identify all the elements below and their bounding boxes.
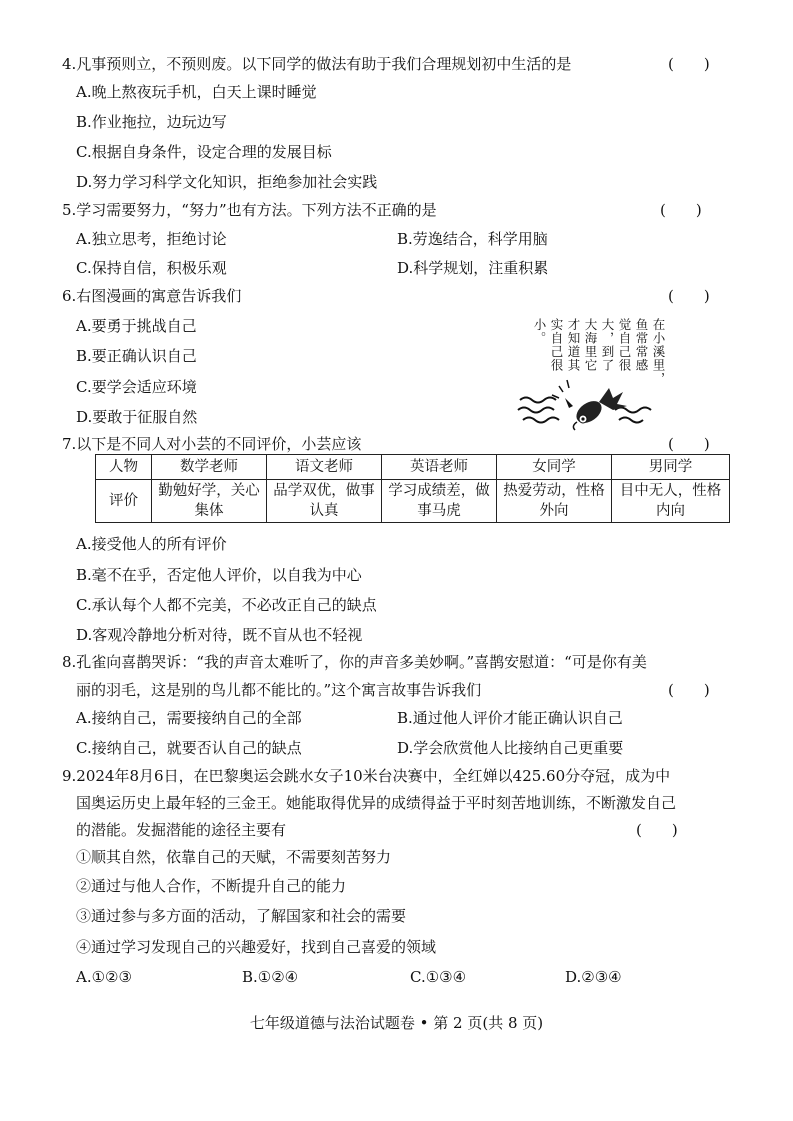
q9-option-c: C.①③④ xyxy=(410,968,467,986)
table-row-label: 评价 xyxy=(96,480,152,523)
q9-answer-blank: ( ) xyxy=(636,821,678,839)
table-cell: 学习成绩差，做事马虎 xyxy=(382,480,497,523)
q6-answer-blank: ( ) xyxy=(668,287,710,305)
cartoon-text-col-7: 实自己很 xyxy=(549,318,564,372)
table-cell: 目中无人，性格内向 xyxy=(612,480,730,523)
q7-stem: 7.以下是不同人对小芸的不同评价，小芸应该 xyxy=(62,435,362,453)
q9-stem-line-3: 的潜能。发掘潜能的途径主要有 xyxy=(76,821,287,839)
q4-option-c: C.根据自身条件，设定合理的发展目标 xyxy=(76,143,332,161)
evaluation-table xyxy=(95,454,730,523)
cartoon-text-col-4: 大，到了 xyxy=(600,318,615,372)
q9-option-d: D.②③④ xyxy=(565,968,622,986)
q9-stem-line-1: 9.2024年8月6日，在巴黎奥运会跳水女子10米台决赛中，全红婵以425.60分夺冠，成为中 xyxy=(62,767,671,785)
table-header-cell: 女同学 xyxy=(497,455,612,480)
q8-option-d: D.学会欣赏他人比接纳自己更重要 xyxy=(397,739,624,757)
page-footer: 七年级道德与法治试题卷 • 第 2 页(共 8 页) xyxy=(249,1014,544,1032)
cartoon-text-col-8: 小。 xyxy=(532,318,547,345)
table-cell: 品学双优，做事认真 xyxy=(267,480,382,523)
q5-answer-blank: ( ) xyxy=(660,201,702,219)
q6-stem: 6.右图漫画的寓意告诉我们 xyxy=(62,287,242,305)
q7-answer-blank: ( ) xyxy=(668,435,710,453)
fish-waves-drawing xyxy=(515,318,665,443)
q8-option-c: C.接纳自己，就要否认自己的缺点 xyxy=(76,739,302,757)
q4-option-a: A.晚上熬夜玩手机，白天上课时睡觉 xyxy=(76,83,317,101)
q6-option-b: B.要正确认识自己 xyxy=(76,347,197,365)
q7-option-d: D.客观冷静地分析对待，既不盲从也不轻视 xyxy=(76,626,363,644)
q5-option-a: A.独立思考，拒绝讨论 xyxy=(76,230,227,248)
q8-answer-blank: ( ) xyxy=(668,681,710,699)
q7-option-a: A.接受他人的所有评价 xyxy=(76,535,227,553)
q9-statement-1: ①顺其自然，依靠自己的天赋，不需要刻苦努力 xyxy=(76,848,392,866)
q6-option-a: A.要勇于挑战自己 xyxy=(76,317,197,335)
table-header-cell: 数学老师 xyxy=(152,455,267,480)
q4-option-d: D.努力学习科学文化知识，拒绝参加社会实践 xyxy=(76,173,378,191)
q9-statement-2: ②通过与他人合作，不断提升自己的能力 xyxy=(76,877,347,895)
table-header-cell: 语文老师 xyxy=(267,455,382,480)
q6-option-d: D.要敢于征服自然 xyxy=(76,408,198,426)
q9-stem-line-2: 国奥运历史上最年轻的三金王。她能取得优异的成绩得益于平时刻苦地训练，不断激发自己 xyxy=(76,794,677,812)
cartoon-text-col-5: 大海里它 xyxy=(583,318,598,372)
q9-option-a: A.①②③ xyxy=(76,968,132,986)
q6-option-c: C.要学会适应环境 xyxy=(76,378,197,396)
cartoon-text-col-3: 觉自己很 xyxy=(617,318,632,372)
q7-option-c: C.承认每个人都不完美，不必改正自己的缺点 xyxy=(76,596,377,614)
q9-option-b: B.①②④ xyxy=(242,968,299,986)
q9-statement-3: ③通过参与多方面的活动，了解国家和社会的需要 xyxy=(76,907,407,925)
q4-option-b: B.作业拖拉，边玩边写 xyxy=(76,113,227,131)
q4-answer-blank: ( ) xyxy=(668,55,710,73)
q5-stem: 5.学习需要努力，“努力”也有方法。下列方法不正确的是 xyxy=(62,201,437,219)
q8-option-b: B.通过他人评价才能正确认识自己 xyxy=(397,709,623,727)
cartoon-text-col-6: 才知道其 xyxy=(566,318,581,372)
table-cell: 勤勉好学，关心集体 xyxy=(152,480,267,523)
q8-option-a: A.接纳自己，需要接纳自己的全部 xyxy=(76,709,302,727)
cartoon-text-col-1: 在小溪里， xyxy=(651,318,666,386)
q8-stem-line-1: 8.孔雀向喜鹊哭诉：“我的声音太难听了，你的声音多美妙啊。”喜鹊安慰道：“可是你有美 xyxy=(62,653,647,671)
q5-option-b: B.劳逸结合，科学用脑 xyxy=(397,230,548,248)
table-header-cell: 男同学 xyxy=(612,455,730,480)
q7-option-b: B.毫不在乎，否定他人评价，以自我为中心 xyxy=(76,566,362,584)
table-header-row xyxy=(96,455,730,480)
cartoon-fish-illustration xyxy=(515,318,665,443)
q8-stem-line-2: 丽的羽毛，这是别的鸟儿都不能比的。”这个寓言故事告诉我们 xyxy=(76,681,482,699)
q5-option-c: C.保持自信，积极乐观 xyxy=(76,259,227,277)
table-header-cell: 英语老师 xyxy=(382,455,497,480)
q9-statement-4: ④通过学习发现自己的兴趣爱好，找到自己喜爱的领域 xyxy=(76,938,437,956)
table-cell: 热爱劳动，性格外向 xyxy=(497,480,612,523)
table-header-cell: 人物 xyxy=(96,455,152,480)
q5-option-d: D.科学规划，注重积累 xyxy=(397,259,549,277)
table-row xyxy=(96,480,730,523)
q4-stem: 4.凡事预则立，不预则废。以下同学的做法有助于我们合理规划初中生活的是 xyxy=(62,55,572,73)
cartoon-text-col-2: 鱼常常感 xyxy=(634,318,649,372)
